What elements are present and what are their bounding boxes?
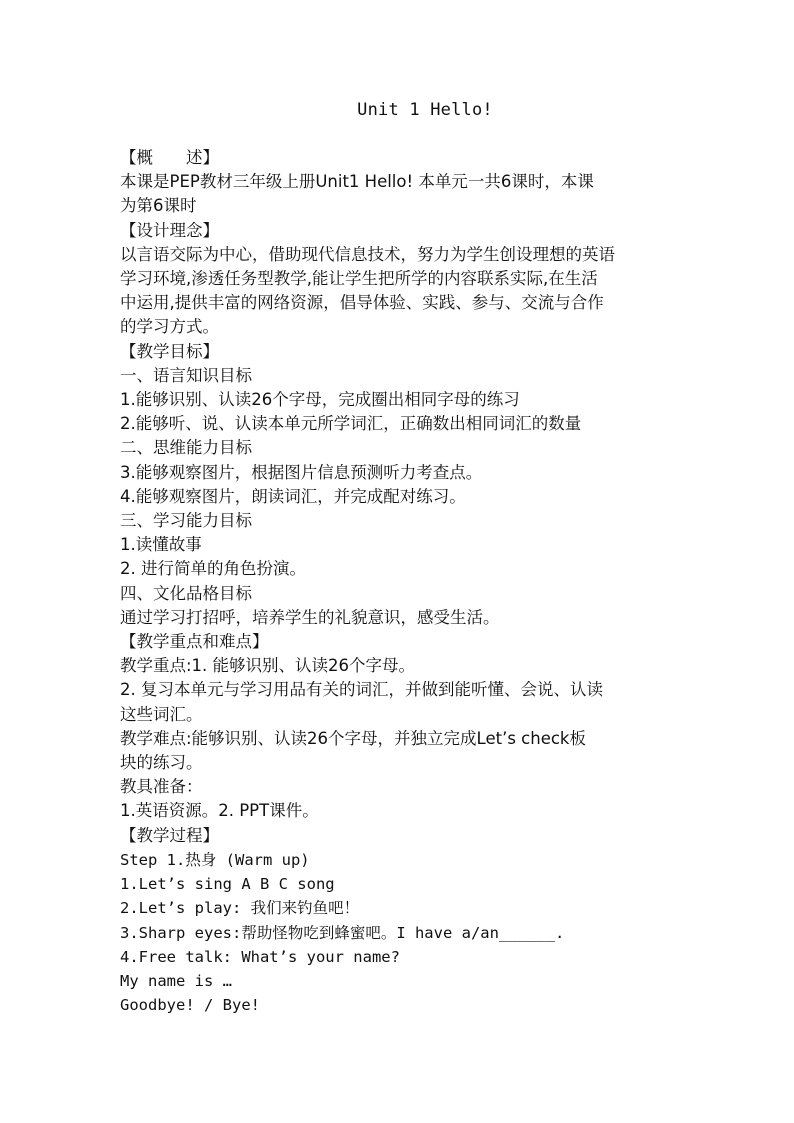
subheading-line: 四、文化品格目标	[120, 583, 252, 603]
list-item: 1.读懂故事	[120, 535, 202, 555]
subheading-line: 二、思维能力目标	[120, 438, 252, 458]
list-item: 2.能够听、说、认读本单元所学词汇，正确数出相同词汇的数量	[120, 414, 582, 434]
list-item: 1.Let’s sing A B C song	[120, 875, 335, 894]
list-item: 3.能够观察图片，根据图片信息预测听力考查点。	[120, 462, 483, 482]
list-item: 4.Free talk: What’s your name?	[120, 947, 400, 966]
list-item: 3.Sharp eyes:帮助怪物吃到蜂蜜吧。I have a/an______.	[120, 923, 565, 942]
paragraph-line: 块的练习。	[120, 753, 203, 773]
paragraph-line: 以言语交际为中心，借助现代信息技术，努力为学生创设理想的英语	[120, 244, 615, 264]
section-heading-key-points: 【教学重点和难点】	[120, 632, 269, 652]
list-item: 2. 进行简单的角色扮演。	[120, 559, 306, 579]
section-heading-teaching-goals: 【教学目标】	[120, 341, 219, 361]
document-body	[120, 146, 676, 1017]
step-line: Step 1.热身 (Warm up)	[120, 850, 310, 869]
document-title: Unit 1 Hello!	[357, 100, 493, 120]
list-item: 4.能够观察图片，朗读词汇，并完成配对练习。	[120, 486, 466, 506]
paragraph-line: 1.英语资源。2. PPT课件。	[120, 801, 319, 821]
paragraph-line: 的学习方式。	[120, 317, 219, 337]
paragraph-line: 这些词汇。	[120, 704, 203, 724]
paragraph-line: 为第6课时	[120, 196, 197, 216]
paragraph-line: 教学难点:能够识别、认读26个字母，并独立完成Let’s check板	[120, 728, 586, 748]
paragraph-line: 本课是PEP教材三年级上册Unit1 Hello! 本单元一共6课时，本课	[120, 172, 594, 192]
subheading-line: 三、学习能力目标	[120, 511, 252, 531]
list-item: 1.能够识别、认读26个字母，完成圈出相同字母的练习	[120, 390, 520, 410]
paragraph-line: 教具准备：	[120, 777, 203, 797]
section-heading-design-concept: 【设计理念】	[120, 220, 219, 240]
paragraph-line: My name is …	[120, 971, 232, 990]
paragraph-line: 2. 复习本单元与学习用品有关的词汇，并做到能听懂、会说、认读	[120, 680, 603, 700]
subheading-line: 一、语言知识目标	[120, 365, 252, 385]
paragraph-line: 中运用,提供丰富的网络资源，倡导体验、实践、参与、交流与合作	[120, 293, 604, 313]
paragraph-line: Goodbye! / Bye!	[120, 996, 260, 1015]
paragraph-line: 学习环境,渗透任务型教学,能让学生把所学的内容联系实际,在生活	[120, 269, 598, 289]
paragraph-line: 教学重点:1. 能够识别、认读26个字母。	[120, 656, 416, 676]
paragraph-line: 通过学习打招呼，培养学生的礼貌意识，感受生活。	[120, 607, 500, 627]
section-heading-teaching-process: 【教学过程】	[120, 825, 219, 845]
list-item: 2.Let’s play: 我们来钓鱼吧！	[120, 899, 360, 918]
section-heading-overview: 【概 述】	[120, 148, 219, 167]
